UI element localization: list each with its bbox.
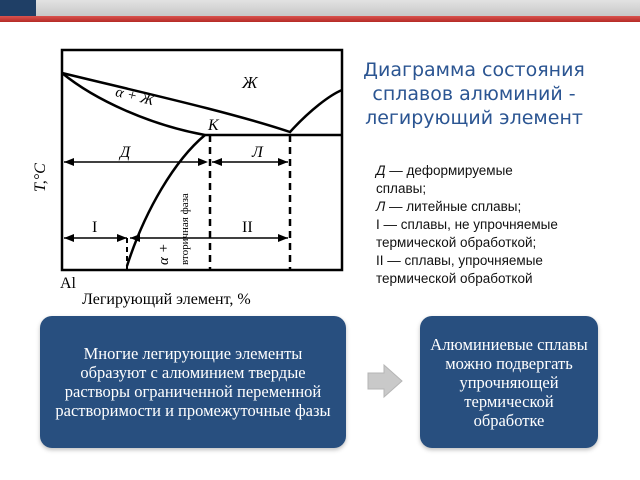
legend-text-ii-2: термической обработкой <box>376 271 533 286</box>
legend-text-l: — литейные сплавы; <box>385 199 522 214</box>
legend-line-l <box>376 198 616 216</box>
x-axis-label: Легирующий элемент, % <box>82 291 251 308</box>
legend-text-ii: II — сплавы, упрочняемые <box>376 253 543 268</box>
region-l-label: Л <box>252 144 263 161</box>
region-alpha-liquid-label: α + Ж <box>113 84 156 110</box>
region-d-label: Д <box>120 144 131 161</box>
region-liquid-label: Ж <box>242 73 258 92</box>
legend-text-i: I — сплавы, не упрочняемые <box>376 217 558 232</box>
region-i-label: I <box>92 219 98 236</box>
card-left-text: Многие легирующие элементы образуют с алюминием твердые растворы ограниченной переменной растворимости и промежуточные фазы <box>55 344 331 420</box>
phase-diagram <box>0 40 345 310</box>
card-right <box>420 316 598 448</box>
point-k-label: К <box>208 117 219 134</box>
legend <box>376 162 616 288</box>
legend-text-d-2: сплавы; <box>376 181 427 196</box>
card-right-text: Алюминиевые сплавы можно подвергать упрочняющей термической обработке <box>430 334 588 430</box>
secondary-phase-label: вторичная фаза <box>179 193 191 265</box>
region-ii-label: II <box>242 219 253 236</box>
card-left <box>40 316 346 448</box>
liquidus-curve <box>62 73 342 132</box>
legend-key-l: Л <box>376 199 386 214</box>
region-alpha-phase-label: α + <box>156 243 172 265</box>
legend-key-d: Д <box>376 163 386 178</box>
origin-label: Al <box>60 275 76 292</box>
top-decoration-bar <box>0 0 640 22</box>
arrow-right-icon <box>366 362 404 400</box>
y-axis-label: T,°C <box>32 163 49 192</box>
legend-line-d <box>376 162 616 180</box>
top-red-band <box>0 16 640 22</box>
title-line-1: Диаграмма состояния <box>363 59 585 81</box>
title-line-3: легирующий элемент <box>365 107 583 129</box>
legend-text-d: — деформируемые <box>385 163 513 178</box>
top-blue-band <box>0 0 36 16</box>
title-line-2: сплавов алюминий - <box>372 83 576 105</box>
legend-text-i-2: термической обработкой; <box>376 235 537 250</box>
top-grey-band <box>0 0 640 16</box>
slide-title <box>340 58 608 130</box>
